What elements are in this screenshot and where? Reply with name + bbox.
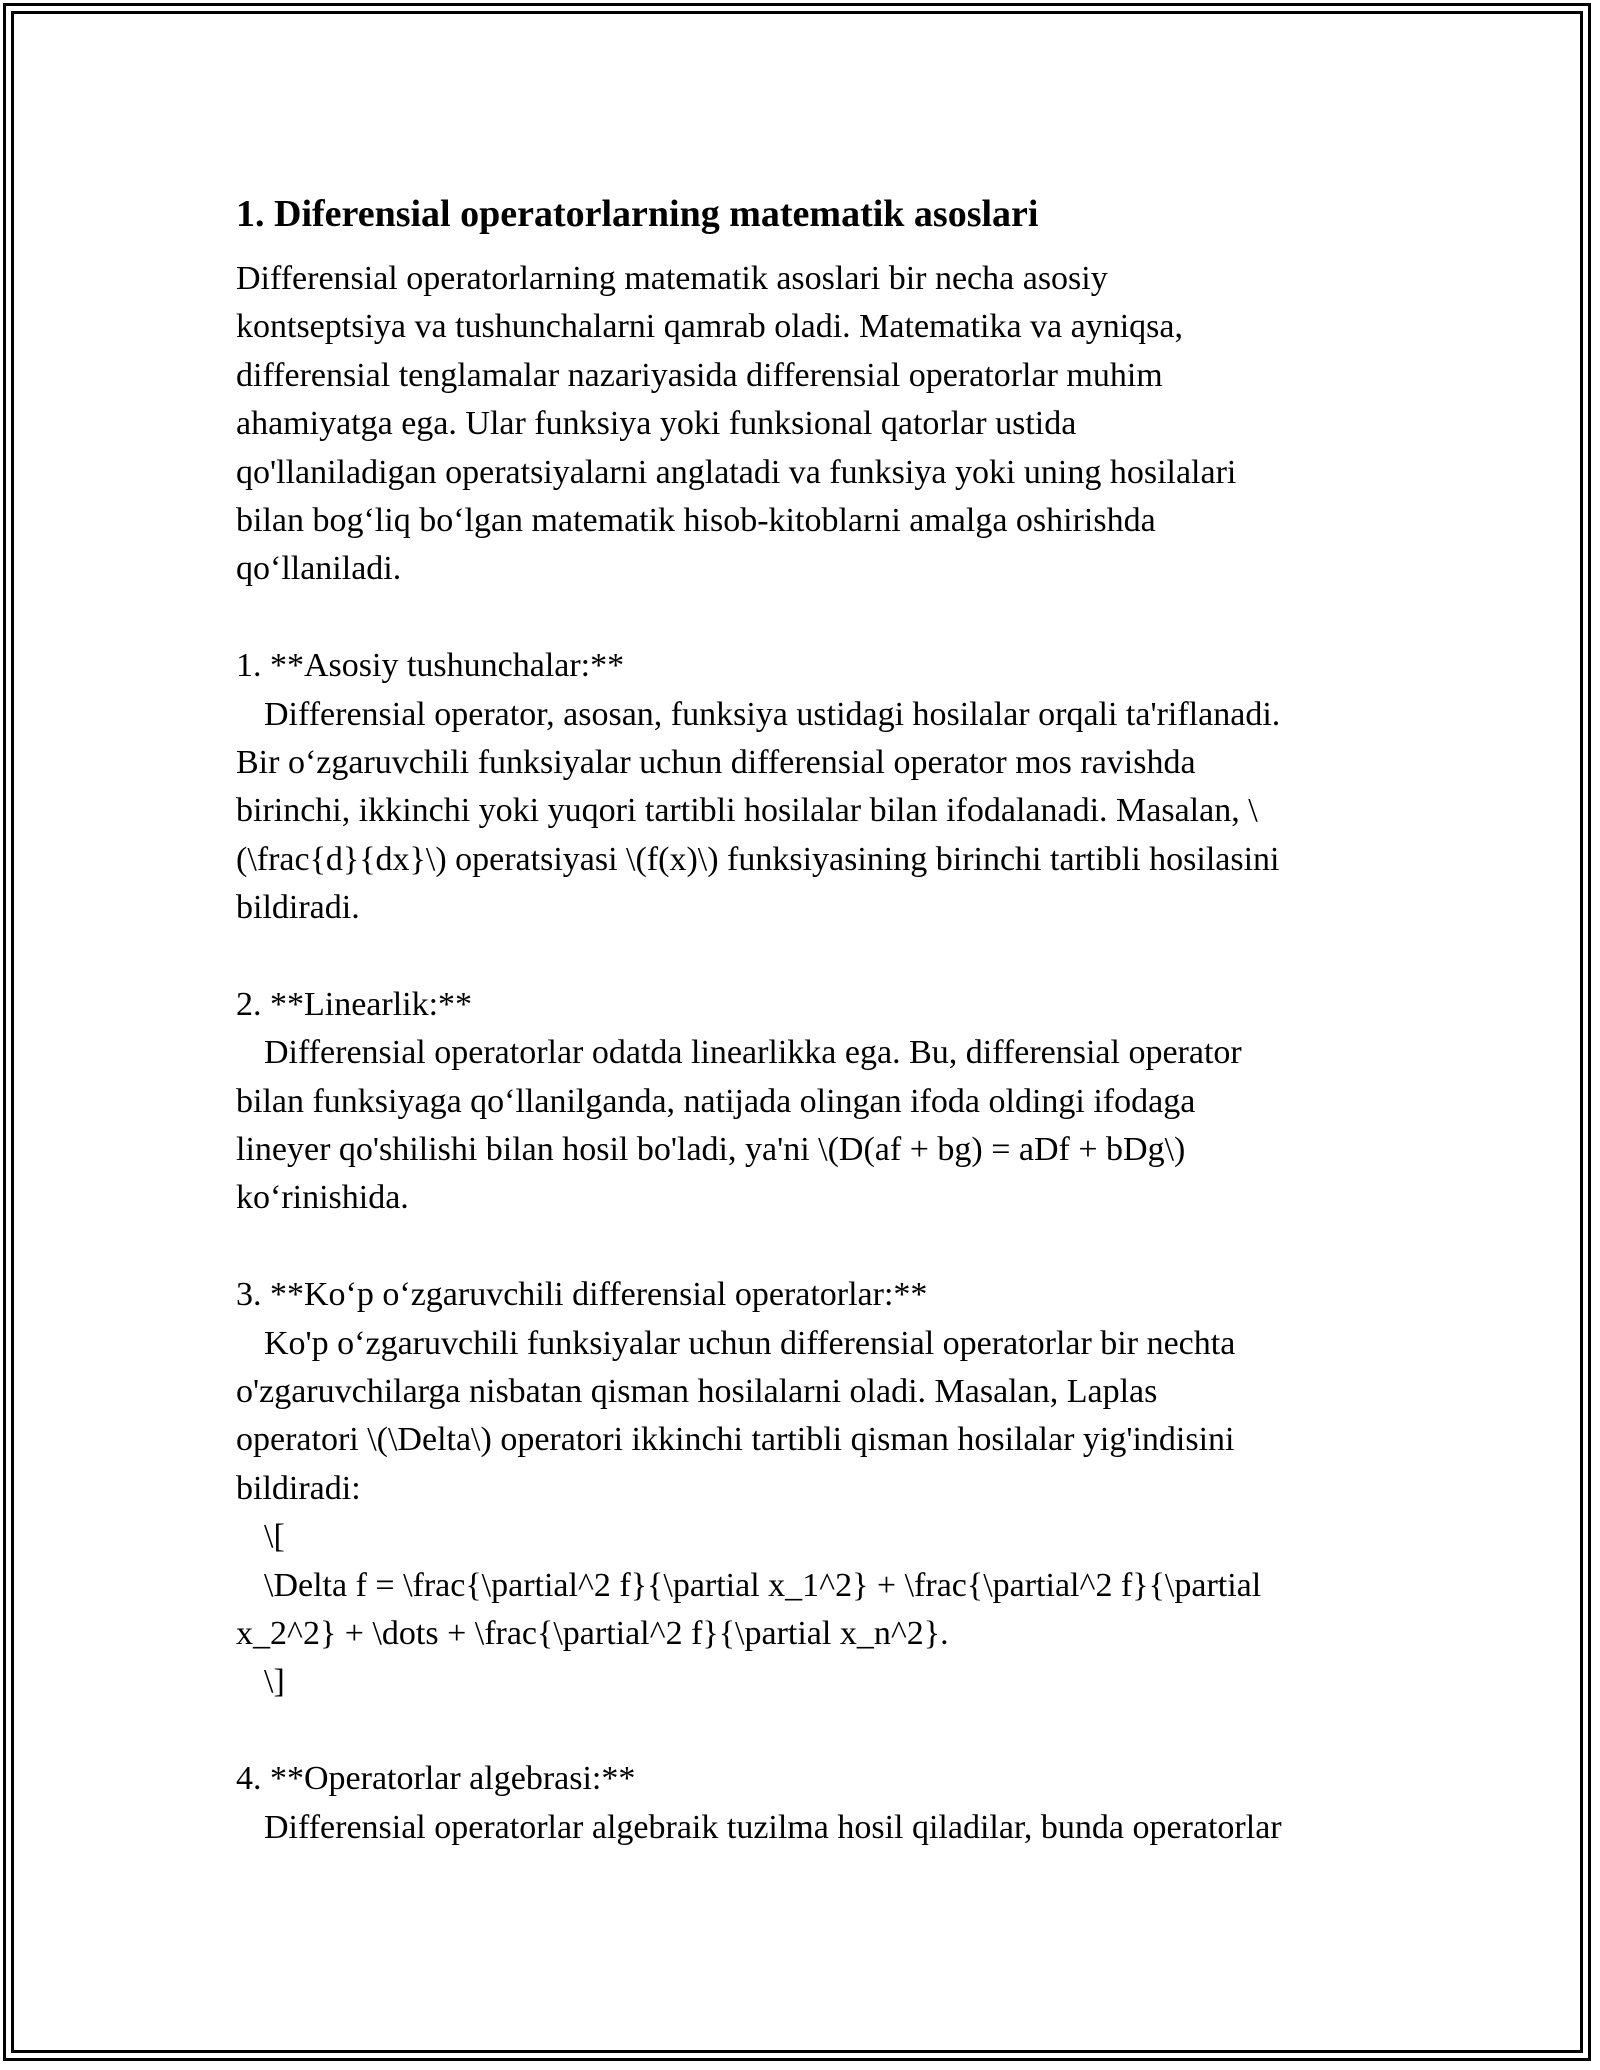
paragraph-gap — [236, 1707, 1376, 1755]
list-item-title: 4. **Operatorlar algebrasi:** — [236, 1760, 636, 1798]
paragraph-gap — [236, 594, 1376, 642]
list-item-line: lineyer qo'shilishi bilan hosil bo'ladi, ya'ni \(D(af + bg) = aDf + bDg\) — [236, 1131, 1186, 1169]
intro-line: differensial tenglamalar nazariyasida differensial operatorlar muhim — [236, 356, 1163, 394]
list-item-line: Bir o‘zgaruvchili funksiyalar uchun differensial operator mos ravishda — [236, 743, 1196, 781]
list-item-title: 3. **Ko‘p o‘zgaruvchili differensial operatorlar:** — [236, 1276, 928, 1314]
list-item-line: o'zgaruvchilarga nisbatan qisman hosilalarni oladi. Masalan, Laplas — [236, 1372, 1158, 1410]
list-item-title: 1. **Asosiy tushunchalar:** — [236, 647, 625, 685]
intro-line: kontseptsiya va tushunchalarni qamrab oladi. Matematika va ayniqsa, — [236, 308, 1184, 346]
list-item-line: Differensial operator, asosan, funksiya ustidagi hosilalar orqali ta'riflanadi. — [264, 695, 1281, 733]
list-item-line: operatori \(\Delta\) operatori ikkinchi tartibli qisman hosilalar yig'indisini — [236, 1421, 1235, 1459]
list-item-line: Differensial operatorlar algebraik tuzilma hosil qiladilar, bunda operatorlar — [264, 1808, 1282, 1846]
intro-line: ahamiyatga ega. Ular funksiya yoki funksional qatorlar ustida — [236, 405, 1077, 443]
list-item-operator-algebra — [236, 1755, 1376, 1852]
formula-line: \Delta f = \frac{\partial^2 f}{\partial x_1^2} + \frac{\partial^2 f}{\partial — [264, 1566, 1262, 1604]
intro-paragraph — [236, 255, 1376, 594]
paragraph-gap — [236, 1223, 1376, 1271]
list-item-line: bildiradi. — [236, 889, 360, 927]
intro-line: qo'llaniladigan operatsiyalarni anglatadi va funksiya yoki uning hosilalari — [236, 453, 1237, 491]
paragraph-gap — [236, 932, 1376, 980]
list-item-line: Ko'p o‘zgaruvchili funksiyalar uchun differensial operatorlar bir nechta — [264, 1324, 1236, 1362]
document-body — [236, 185, 1376, 1852]
list-item-basic-concepts — [236, 642, 1376, 932]
formula-line: \] — [264, 1663, 285, 1701]
list-item-line: bilan funksiyaga qo‘llanilganda, natijada olingan ifoda oldingi ifodaga — [236, 1082, 1196, 1120]
list-item-line: birinchi, ikkinchi yoki yuqori tartibli hosilalar bilan ifodalanadi. Masalan, \ — [236, 792, 1258, 830]
list-item-linearity — [236, 981, 1376, 1223]
intro-line: Differensial operatorlarning matematik asoslari bir necha asosiy — [236, 260, 1108, 297]
intro-line: qo‘llaniladi. — [236, 550, 402, 588]
list-item-line: Differensial operatorlar odatda linearlikka ega. Bu, differensial operator — [264, 1034, 1242, 1072]
list-item-title: 2. **Linearlik:** — [236, 985, 473, 1023]
list-item-multivariable-operators — [236, 1271, 1376, 1707]
intro-line: bilan bog‘liq bo‘lgan matematik hisob-kitoblarni amalga oshirishda — [236, 501, 1156, 539]
list-item-line: bildiradi: — [236, 1469, 361, 1507]
formula-line: x_2^2} + \dots + \frac{\partial^2 f}{\partial x_n^2}. — [236, 1614, 949, 1652]
list-item-line: ko‘rinishida. — [236, 1179, 409, 1217]
formula-line: \[ — [264, 1518, 285, 1556]
list-item-line: (\frac{d}{dx}\) operatsiyasi \(f(x)\) funksiyasining birinchi tartibli hosilasini — [236, 840, 1280, 878]
section-heading: 1. Diferensial operatorlarning matematik asoslari — [236, 193, 1039, 235]
